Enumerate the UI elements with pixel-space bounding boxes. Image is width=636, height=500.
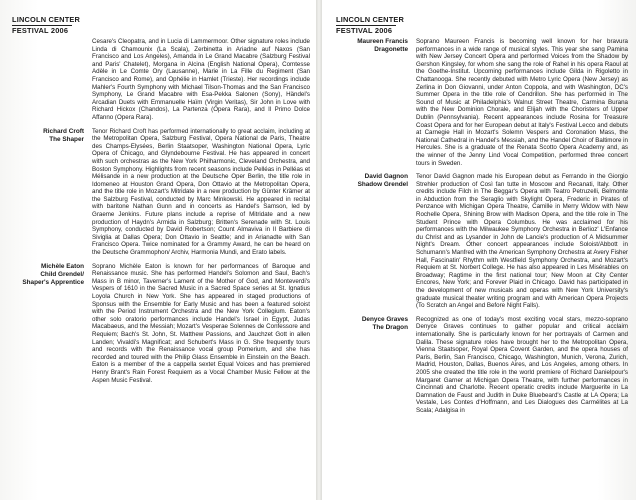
performer-role: The Shaper	[49, 135, 84, 143]
bio-text: Soprano Maureen Francis is becoming well known for her bravura performances in a wide range of musical styles. This year she sang Pamina with New Jersey Concert Opera and performed Voices from the Shadow by Gershon Kingsley, for whom she sang the role of Rahel in his opera Raoul at the Goethe-Institut. Upcoming performances include Gilda in Rigoletto in Chattanooga. She recently debuted with Metro Lyric Opera (New Jersey) as Zerlina in Don Giovanni, under Anton Coppola, and with Washington, DC's Summer Opera in the title role of Cendrillon. She has performed in The Sound of Music at Philadelphia's Walnut Street Theatre, Carmina Burana with the New Dominion Chorale, and Elijah with the Choristers of Upper Dublin (Pennsylvania). Recent appearances include Rosina for Treasure Coast Opera and for her European debut at Italy's Festival Lecco and debuts at Carnegie Hall in Mozart's Solemn Vespers and Coronation Mass, the National Cathedral in Handel's Messiah, and the Handel Choir of Baltimore in Hercules. She is a graduate of the Renata Scotto Opera Academy and, as the winner of the Jenny Lind Vocal Competition, performed three concert tours in Sweden.	[416, 38, 628, 167]
bio-text: Recognized as one of today's most exciting vocal stars, mezzo-soprano Denyce Graves continues to gather popular and critical acclaim internationally. She is particularly known for her portrayals of Carmen and Dalila. These signature roles have brought her to the Metropolitan Opera, Vienna Staatsoper, Royal Opera Covent Garden, and the opera houses of Paris, Berlin, San Francisco, Chicago, Washington, Munich, Verona, Zurich, Madrid, Houston, Dallas, Buenos Aires, and Los Angeles, among others. In 2005 she created the title role in the world premiere of Richard Danielpour's Margaret Garner at Michigan Opera Theatre, with further performances in Cincinnati and Charlotte. Recent operatic credits include Marguerite in La Damnation de Faust and Judith in Duke Bluebeard's Castle at LA Opera; La Vestale, Les Contes d'Hoffmann, and Les Dialogues des Carmélites at La Scala; Adalgisa in	[416, 315, 628, 414]
bio-text: Tenor David Gagnon made his European debut as Ferrando in the Giorgio Strehler production of Così fan tutte in Moscow and Recanati, Italy. Other credits include Filch in The Beggar's Opera with Teatro Petruzelli, Belmonte in Abduction from the Seraglio with Skylight Opera, Frederic in Pirates of Penzance with Michigan Opera Theatre, Camille in Merry Widow with New Rochelle Opera, Shining Brow with Madison Opera, and the title role in The Student Prince with Opera Columbus. He was acclaimed for his performances with the Milwaukee Symphony Orchestra in Berlioz' L'Enfance du Christ and as Lysander in John de Lancie's production of A Midsummer Night's Dream. Other concert appearances include Soloist/Abbott in Schumann's Manfred with the American Symphony Orchestra at Avery Fisher Hall, Fascinatin' Rhythm with Westfield Symphony Orchestra, and Mozart's Requiem at St. Norbert College. He has also appeared in Les Misérables on Broadway; Ragtime in the first national tour; New Moon at City Center Encores, New York; and Forever Plaid in Chicago. David has participated in the development of new musicals and operas with New York University's graduate musical theater writing program and with American Opera Projects (To Scratch an Angel and Before Night Falls).	[416, 173, 628, 310]
bio-entry	[12, 128, 310, 257]
bio-entry	[336, 316, 628, 415]
performer-role: Dragonette	[374, 46, 408, 53]
performer-role: Shadow Grendel	[357, 181, 408, 189]
performer-credit	[336, 173, 416, 310]
performer-credit	[12, 263, 92, 385]
performer-role: The Dragon	[372, 323, 408, 331]
bio-list	[336, 38, 628, 421]
header-line2: FESTIVAL 2006	[336, 26, 393, 35]
bio-entry	[12, 263, 310, 385]
bio-text: Cesare's Cleopatra, and in Lucia di Lammermoor. Other signature roles include Linda di Chamounix (La Scala), Zerbinetta in Ariadne auf Naxos (San Francisco and Los Angeles), Amanda in Le Grand Macabre (Salzburg Festival and Paris' Chatelet), Morgana in Alcina (English National Opera), Comtesse Adèle in Le Comte Ory (Lausanne), Marie in La Fille du Regiment (San Francisco and Rome), and Ophélie in Hamlet (Trieste). Her recordings include Mahler's Fourth Symphony with Michael Tilson-Thomas and the San Francisco Symphony, Le Grand Macabre with Esa-Pekka Salonen (Sony), Händel's Arcadian Duets with Emmanuelle Haïm (Virgin Veritas), Sir John in Love with Richard Hickox (Chandos), La Partenza (Opera Rara), and Il Primo Dolce Affanno (Opera Rara).	[92, 38, 310, 121]
page-header	[336, 15, 404, 35]
performer-name: Maureen Francis	[357, 38, 408, 45]
performer-name: Michèle Eaton	[41, 262, 84, 270]
bio-list	[12, 38, 310, 390]
bio-text: Tenor Richard Croft has performed internationally to great acclaim, including at the Metropolitan Opera, Salzburg Festival, Opera National de Paris, Theatre des Champs-Elysées, Berlin Staatsoper, Washington National Opera, Lyric Opera of Chicago, and Glyndebourne Festival. He has appeared in concert with such orchestras as the New York Philharmonic, Cleveland Orchestra, and Boston Symphony. Highlights from recent seasons include Pelléas in Pelléas et Mélisande in a new production at the Deutsche Oper Berlin, the title role in Idomeneo at Houston Grand Opera, Don Ottavio at the Metropolitan Opera, and the title role in Mozart's Mitridate in a new production by Günter Krämer at the Salzburg Festival, conducted by Marc Minkowski. He appeared in recital with baritone Nathan Gunn and in concerts as Handel's Samson, led by Graeme Jenkins. Future plans include a reprise of Mitridate and a new production of Haydn's Armida in Salzburg; Britten's Serenade with St. Louis Symphony, conducted by David Robertson; Count Almaviva in Il Barbiere di Siviglia at Dallas Opera; Don Ottavio in Seattle; and in Arianadte with San Francisco Opera. Twice nominated for a Grammy Award, he can be heard on the Deutsche Grammophon/ Archiv, Harmonia Mundi, and Erato labels.	[92, 127, 310, 257]
performer-role: Child Grendel/ Shaper's Apprentice	[22, 270, 84, 286]
bio-text: Soprano Michèle Eaton is known for her performances of Baroque and Renaissance music. She has performed Handel's Solomon and Saul, Bach's Mass in B minor, Taverner's Lament of the Mother of God, and Monteverdi's Vespers of 1610 in the Sacred Music in a Sacred Space series at St. Ignatius Loyola Church in New York. She has appeared in staged productions of Sponsus with the Ensemble for Early Music and has been a featured soloist with the Period Instrument Orchestra and the New York Collegium. Eaton's other solo oratorio performances include Handel's Israel in Egypt, Judas Macabaeus, and the Messiah; Mozart's Vesperae Solennes de Confessore and Requiem; Bach's St. John, St. Matthew Passions, and Jauchzet Gott in allen Landen; Vivaldi's Magnificat; and Schubert's Mass in G. She frequently tours and records with the Renaissance vocal group Pomerium, and she has recorded and toured with the Philip Glass Ensemble in Einstein on the Beach. Eaton is a member of the a cappella sextet Equal Voices and has premiered Henry Brant's Rain Forest Requiem as a Vocal Chamber Music Fellow at the Aspen Music Festival.	[92, 262, 310, 384]
bio-continuation	[12, 38, 310, 122]
performer-name: Richard Croft	[43, 127, 84, 135]
performer-name: David Gagnon	[364, 173, 408, 181]
performer-credit	[336, 38, 416, 167]
header-line1: LINCOLN CENTER	[12, 15, 81, 24]
header-line2: FESTIVAL 2006	[12, 26, 69, 35]
right-page	[322, 0, 636, 500]
left-page	[0, 0, 316, 500]
performer-credit	[12, 128, 92, 257]
bio-entry	[336, 38, 628, 167]
header-line1: LINCOLN CENTER	[336, 15, 405, 24]
performer-credit	[336, 316, 416, 415]
bio-entry	[336, 173, 628, 310]
performer-name: Denyce Graves	[361, 315, 408, 323]
page-header	[12, 15, 80, 35]
